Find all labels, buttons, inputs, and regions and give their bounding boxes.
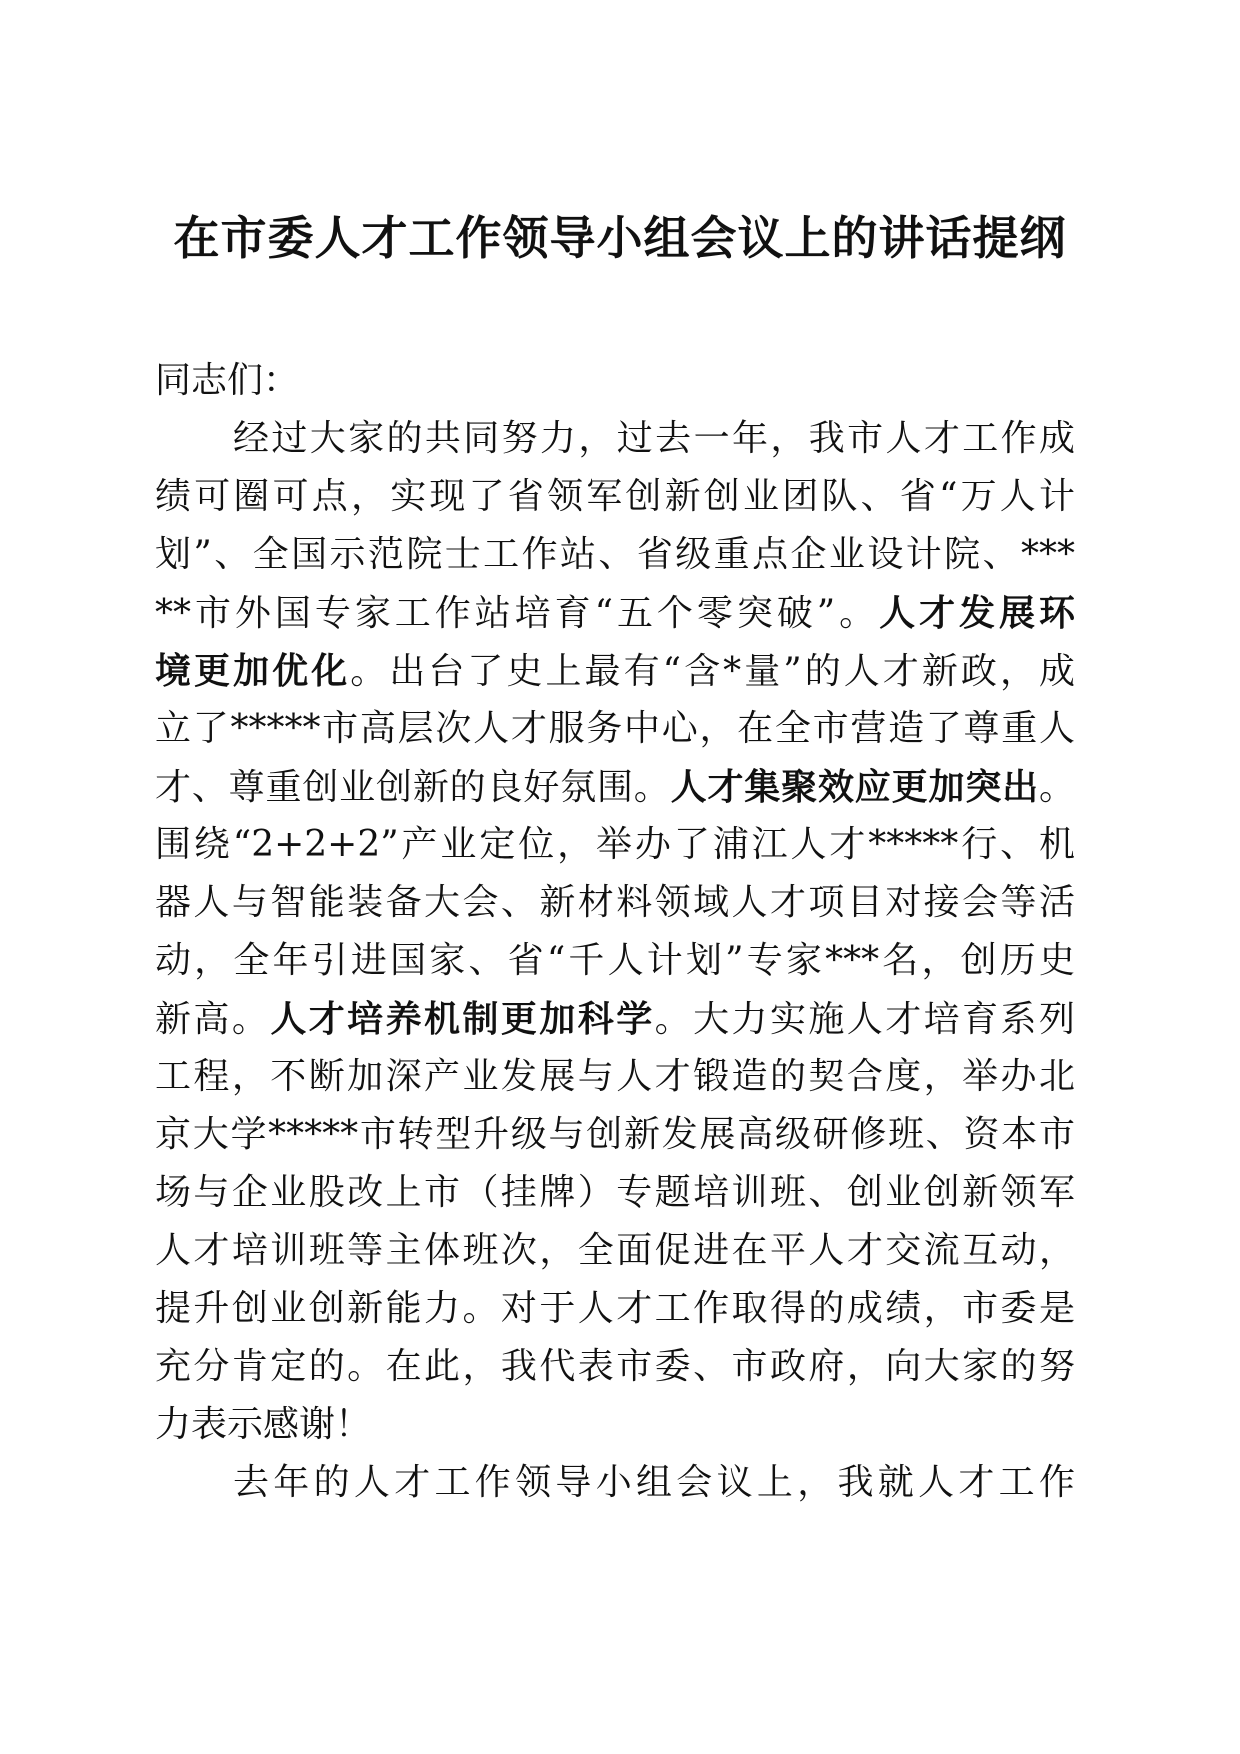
paragraph-1-line-17: 充分肯定的。在此，我代表市委、市政府，向大家的努 [155,1346,1075,1387]
text-run: 新高。 [155,999,271,1040]
paragraph-1-line-3: 划”、全国示范院士工作站、省级重点企业设计院、*** [155,534,1075,575]
paragraph-2-line-1: 去年的人才工作领导小组会议上，我就人才工作 [233,1462,1075,1503]
paragraph-1-line-1: 经过大家的共同努力，过去一年，我市人才工作成 [233,418,1075,459]
paragraph-1-line-4 [155,584,1075,642]
text-run: 。 [1038,767,1075,808]
paragraph-1-line-2: 绩可圈可点，实现了省领军创新创业团队、省“万人计 [155,476,1075,517]
paragraph-1-line-12: 工程，不断加深产业发展与人才锻造的契合度，举办北 [155,1056,1075,1097]
bold-heading-agglomeration: 人才集聚效应更加突出 [670,766,1039,808]
document-title: 在市委人才工作领导小组会议上的讲话提纲 [173,211,1067,265]
paragraph-1-line-8: 围绕“2+2+2”产业定位，举办了浦江人才*****行、机 [155,824,1075,865]
paragraph-1-line-11 [155,990,1075,1048]
paragraph-1-line-10: 动，全年引进国家、省“千人计划”专家***名，创历史 [155,940,1075,981]
paragraph-1-line-14: 场与企业股改上市（挂牌）专题培训班、创业创新领军 [155,1172,1075,1213]
bold-heading-environment-cont: 境更加优化 [155,650,351,692]
text-run: 。大力实施人才培育系列 [654,999,1075,1040]
paragraph-1-line-15: 人才培训班等主体班次，全面促进在平人才交流互动， [155,1230,1075,1271]
paragraph-1-line-18: 力表示感谢！ [155,1404,372,1445]
paragraph-1-line-5 [155,642,1075,700]
paragraph-1-line-6: 立了*****市高层次人才服务中心，在全市营造了尊重人 [155,708,1075,749]
text-run: **市外国专家工作站培育“五个零突破”。 [155,593,880,634]
document-body [155,352,1075,1512]
text-run: 才、尊重创业创新的良好氛围。 [155,767,671,808]
salutation: 同志们： [155,360,300,401]
bold-heading-training: 人才培养机制更加科学 [270,998,655,1040]
bold-heading-environment: 人才发展环 [879,592,1075,634]
paragraph-1-line-9: 器人与智能装备大会、新材料领域人才项目对接会等活 [155,882,1075,923]
text-run: 。出台了史上最有“含*量”的人才新政，成 [350,651,1075,692]
paragraph-1-line-16: 提升创业创新能力。对于人才工作取得的成绩，市委是 [155,1288,1075,1329]
paragraph-1-line-13: 京大学*****市转型升级与创新发展高级研修班、资本市 [155,1114,1075,1155]
paragraph-1-line-7 [155,758,1075,816]
